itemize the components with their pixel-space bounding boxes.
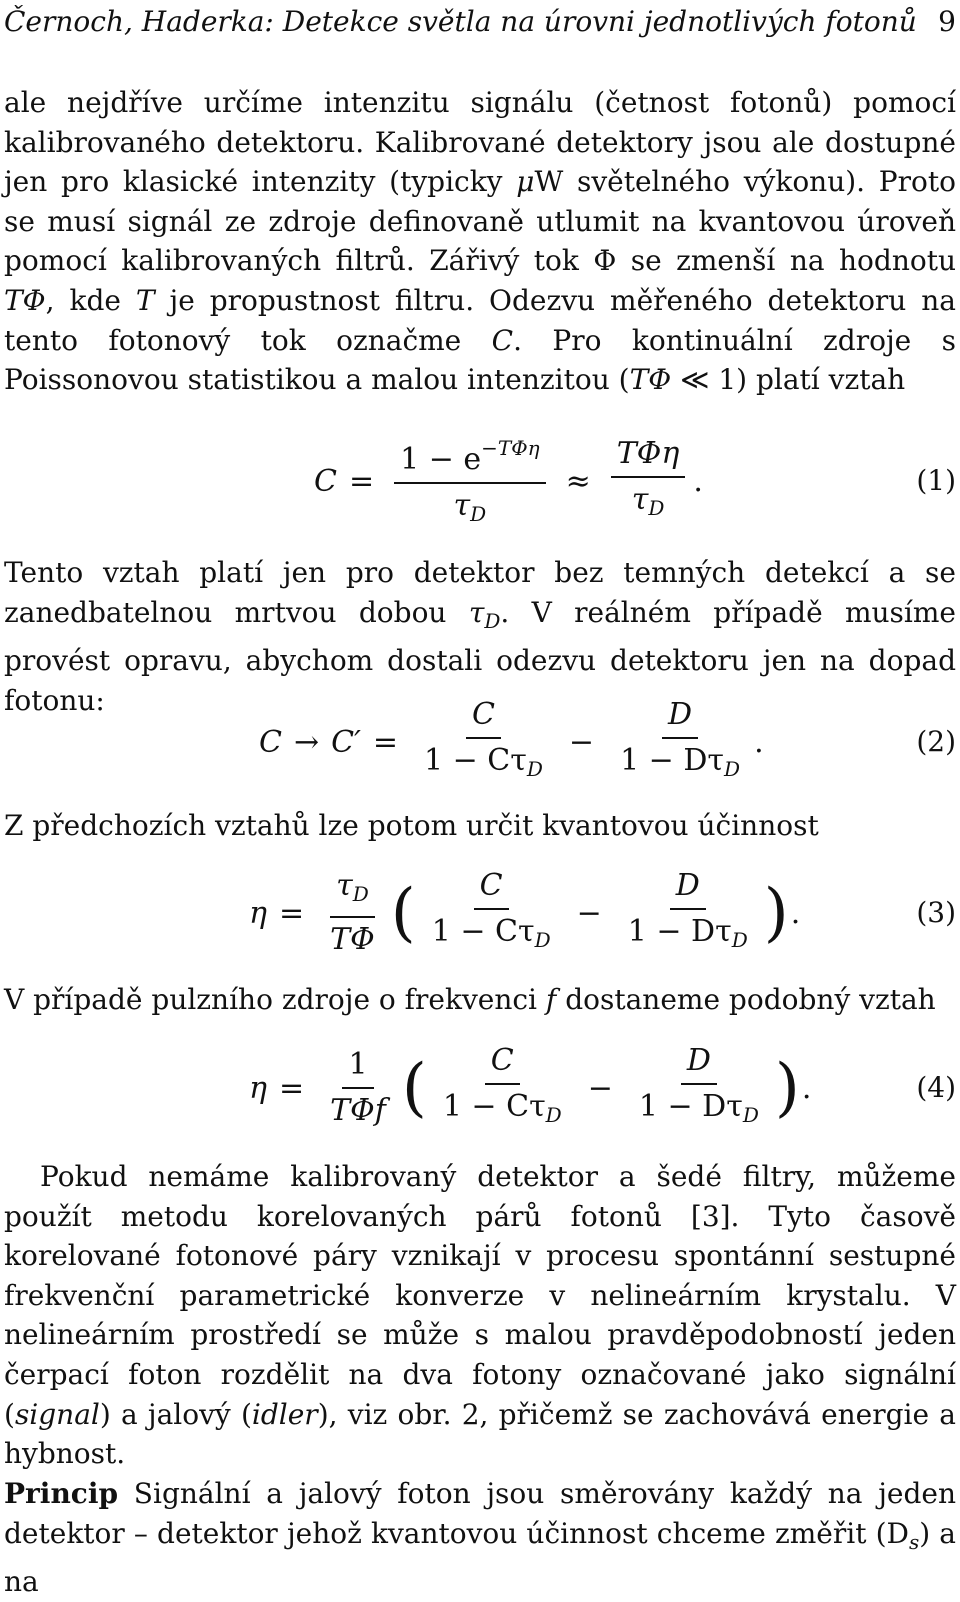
subscript: D (484, 608, 501, 633)
numerator: C (466, 697, 501, 739)
subscript: D (731, 928, 748, 952)
numerator: TΦη (611, 436, 686, 478)
subscript: D (352, 882, 369, 906)
math-c: C (491, 323, 514, 357)
principle-label: Princip (4, 1477, 119, 1510)
paragraph-dead-time (4, 553, 956, 720)
text-run: Pokud nemáme kalibrovaný detektor a šedé filtry, můžeme použít metodu korelovaných párů fotonů [3]. Tyto časově korelované fotonové páry vznikají v procesu spontánní sestupné frekvenční parametrické konverze v nelineárním krystalu. V nelineárním prostředí se může s malou pravděpodobností jeden čerpací foton rozdělit na dva fotony označované jako signální ( (4, 1160, 956, 1431)
text-run: Z předchozích vztahů lze potom určit kvantovou účinnost (4, 809, 819, 842)
fraction (324, 1047, 392, 1129)
subscript: D (526, 757, 543, 781)
denominator: 1 − Cτ (442, 1089, 546, 1124)
denominator: 1 − Cτ (431, 914, 535, 949)
numerator: C (485, 1043, 520, 1085)
subscript: D (545, 1103, 562, 1127)
denominator: TΦ (330, 922, 375, 957)
numerator: D (681, 1043, 717, 1085)
denominator: TΦf (330, 1093, 386, 1128)
text-run: V případě pulzního zdroje o frekvenci (4, 983, 546, 1016)
fraction (611, 436, 686, 526)
minus-sign: − (587, 1070, 613, 1106)
math-tphi: TΦ (629, 363, 672, 397)
equation-number: (2) (916, 725, 956, 758)
right-paren: ) (774, 1051, 800, 1125)
left-paren: ( (390, 876, 416, 950)
math-mu: μ (516, 165, 535, 199)
text-run: W světelného výkonu). Proto se musí signál ze zdroje definovaně utlumit na kvantovou úroveň pomocí kalibrovaných filtrů. Zářivý tok Φ se zmenší na hodnotu (4, 165, 956, 278)
denominator: 1 − Cτ (424, 743, 527, 778)
fraction (633, 1043, 765, 1133)
math-t: T (135, 283, 155, 317)
eq-sign: = (278, 1070, 305, 1106)
math-tau: τ (468, 595, 485, 629)
text-run: ), viz obr. 2, přičemž se zachovává energie a hybnost. (4, 1397, 956, 1471)
text-run: Tento vztah platí jen pro detektor bez temných detekcí a se zanedbatelnou mrtvou dobou (4, 556, 956, 629)
paragraph-correlated-pairs (4, 1157, 956, 1474)
period: . (801, 1070, 812, 1106)
numerator: D (670, 868, 706, 910)
subscript: s (908, 1529, 920, 1554)
eq-lhs: C (314, 463, 337, 499)
denominator: τ (631, 482, 649, 517)
equation-4 (4, 1043, 956, 1133)
numerator: C (474, 868, 509, 910)
paragraph-efficiency-intro (4, 806, 956, 846)
minus-sign: − (576, 895, 602, 931)
fraction (426, 868, 557, 958)
paragraph-calibration (4, 83, 956, 400)
fraction (418, 697, 549, 787)
math-tphi: TΦ (4, 283, 46, 317)
arrow: → (293, 724, 320, 760)
math-f: f (545, 983, 557, 1016)
text-run: dostaneme podobný vztah (556, 983, 936, 1016)
eq-sign: = (278, 895, 305, 931)
text-run: , kde (45, 283, 136, 317)
denominator: 1 − Dτ (627, 914, 732, 949)
left-paren: ( (401, 1051, 427, 1125)
exponent: −TΦη (481, 436, 540, 460)
numerator: D (662, 697, 698, 739)
fraction (394, 430, 546, 532)
equation-3 (4, 868, 956, 958)
eq-lhs: η (249, 1070, 267, 1106)
denominator: τ (453, 488, 471, 523)
term-idler: idler (251, 1397, 318, 1431)
equation-number: (4) (916, 1071, 956, 1104)
equation-number: (3) (916, 896, 956, 929)
running-title: Černoch, Haderka: Detekce světla na úrovni jednotlivých fotonů (4, 5, 917, 38)
text-run: ) a na (4, 1516, 956, 1599)
fraction (622, 868, 754, 958)
numerator: 1 − e (400, 442, 482, 477)
equation-2 (4, 697, 956, 787)
period: . (693, 463, 703, 499)
page-number: 9 (938, 5, 956, 38)
eq-sign: = (348, 463, 375, 499)
period: . (754, 724, 764, 760)
denominator: 1 − Dτ (620, 743, 725, 778)
text-run: ale nejdříve určíme intenzitu signálu (četnost fotonů) pomocí kalibrovaného detektoru. Kalibrované detektory jsou ale dostupné jen pro klasické intenzity (typicky (4, 86, 956, 199)
subscript: D (742, 1103, 759, 1127)
c-prime: C′ (331, 724, 361, 760)
minus-sign: − (568, 724, 595, 760)
subscript: D (534, 928, 551, 952)
subscript: D (648, 496, 665, 520)
eq-lhs: η (249, 895, 267, 931)
text-run: . V reálném případě musíme provést opravu, abychom dostali odezvu detektoru jen na dopad fotonu: (4, 595, 957, 717)
text-run: ) a jalový ( (99, 1397, 252, 1431)
text-run: je propustnost filtru. Odezvu měřeného detektoru na tento fotonový tok označme (4, 283, 957, 357)
text-run: ≪ 1) platí vztah (671, 363, 906, 397)
paragraph-principle (4, 1474, 956, 1602)
period: . (790, 895, 801, 931)
term-signal: signal (14, 1397, 100, 1431)
right-paren: ) (763, 876, 789, 950)
subscript: D (470, 502, 487, 526)
text-run: Signální a jalový foton jsou směrovány každý na jeden detektor – detektor jehož kvantovou účinnost chceme změřit (D (4, 1477, 956, 1550)
fraction (324, 868, 381, 958)
running-header (4, 2, 956, 42)
equation-1 (4, 436, 956, 526)
subscript: D (724, 757, 741, 781)
denominator: 1 − Dτ (638, 1089, 743, 1124)
fraction (437, 1043, 568, 1133)
eq-lhs: C (259, 724, 282, 760)
equation-number: (1) (916, 464, 956, 497)
numerator: τ (336, 868, 353, 903)
paragraph-pulsed-source (4, 980, 956, 1020)
fraction (614, 697, 746, 787)
eq-sign: = (372, 724, 399, 760)
numerator: 1 (342, 1047, 373, 1089)
approx-sign: ≈ (565, 463, 591, 499)
text-run: . Pro kontinuální zdroje s Poissonovou statistikou a malou intenzitou ( (4, 323, 956, 397)
